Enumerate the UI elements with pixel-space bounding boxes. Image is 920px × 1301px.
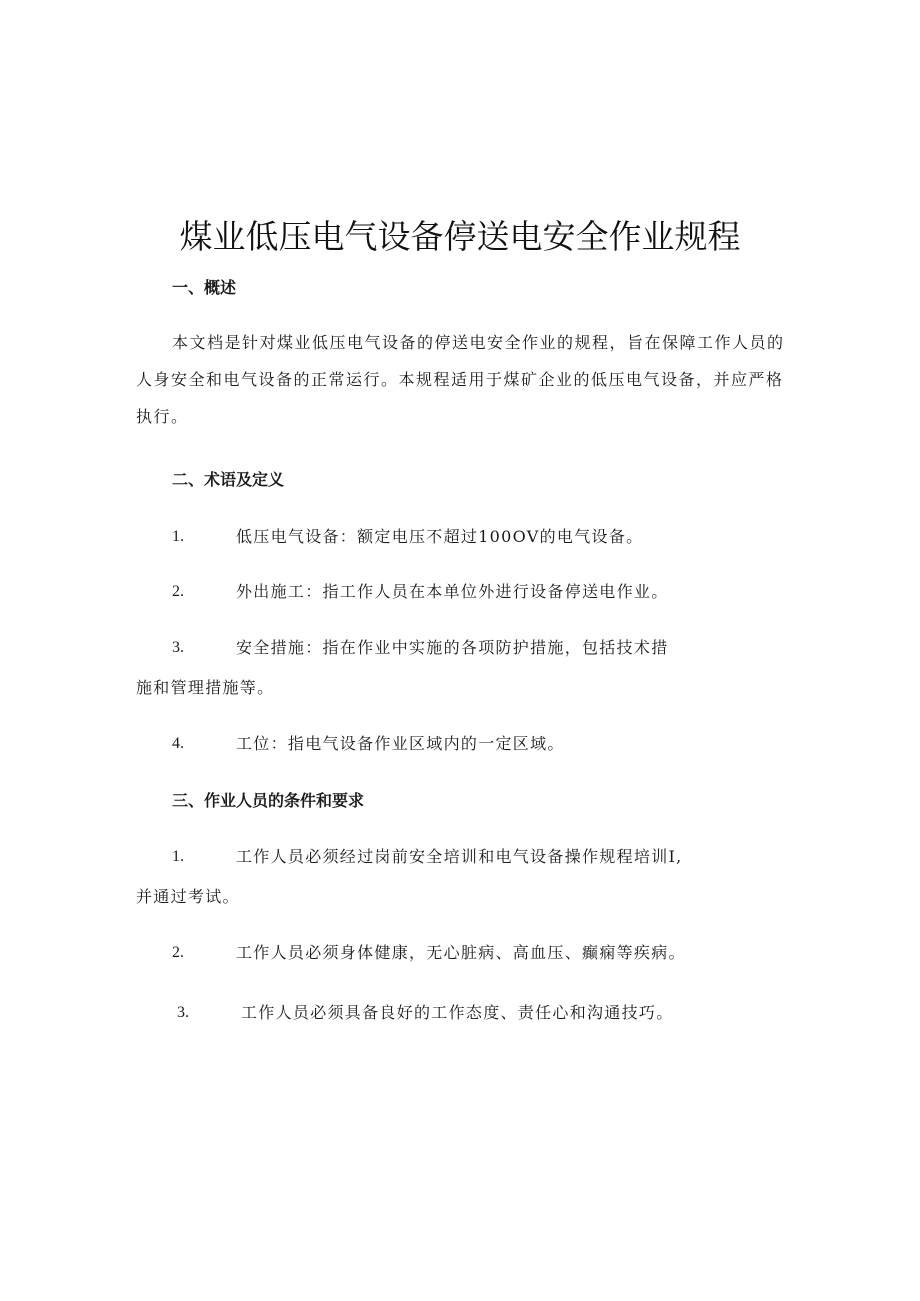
term-item-number: 2.: [172, 583, 184, 600]
term-item-continuation: 施和管理措施等。: [136, 678, 275, 697]
document-title: 煤业低压电气设备停送电安全作业规程: [179, 217, 741, 256]
requirement-item-continuation: 并通过考试。: [136, 887, 240, 906]
requirement-item-text: 工作人员必须身体健康，无心脏病、高血压、癫痫等疾病。: [236, 943, 686, 962]
term-item-text: 外出施工：指工作人员在本单位外进行设备停送电作业。: [236, 582, 669, 601]
term-item-text: 低压电气设备：额定电压不超过100OV的电气设备。: [236, 527, 644, 546]
term-item-text: 安全措施：指在作业中实施的各项防护措施，包括技术措: [236, 638, 669, 657]
section-heading-terms: 二、术语及定义: [172, 470, 285, 489]
requirement-item-text: 工作人员必须经过岗前安全培训和电气设备操作规程培训I,: [236, 847, 683, 866]
requirement-item-text: 工作人员必须具备良好的工作态度、责任心和沟通技巧。: [241, 1003, 674, 1022]
term-item-text: 工位：指电气设备作业区域内的一定区域。: [236, 734, 565, 753]
term-item-number: 1.: [172, 528, 184, 545]
term-item-number: 3.: [172, 639, 184, 656]
overview-paragraph: 本文档是针对煤业低压电气设备的停送电安全作业的规程，旨在保障工作人员的人身安全和电气设备的正常运行。本规程适用于煤矿企业的低压电气设备，并应严格执行。: [136, 333, 785, 426]
term-item-number: 4.: [172, 735, 184, 752]
requirement-item-number: 1.: [172, 848, 184, 865]
section-heading-personnel: 三、作业人员的条件和要求: [172, 791, 365, 810]
section-heading-overview: 一、概述: [172, 278, 237, 297]
requirement-item-number: 2.: [172, 944, 184, 961]
requirement-item-number: 3.: [177, 1004, 189, 1021]
